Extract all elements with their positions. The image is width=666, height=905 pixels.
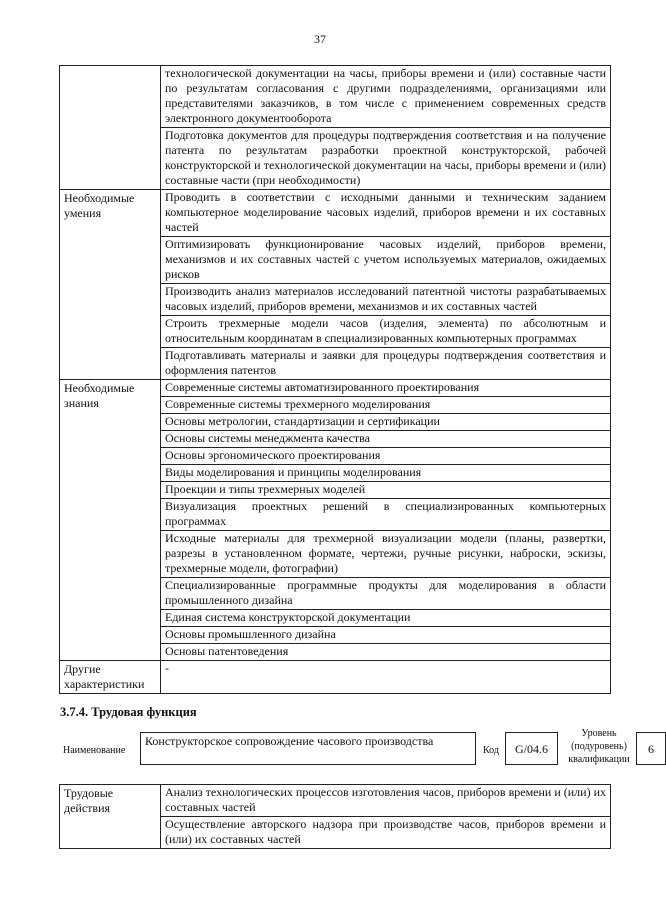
name-value: Конструкторское сопровождение часового производства bbox=[140, 732, 476, 765]
other-label: Другие характеристики bbox=[60, 661, 161, 694]
table-cell: Единая система конструкторской документации bbox=[161, 610, 611, 627]
other-value: - bbox=[161, 661, 611, 694]
table-cell: Подготовка документов для процедуры подтверждения соответствия и на получение патента по результатам разработки проектной конструкторской, рабочей конструкторской и технологической документации на часы, приборы времени и (или) составные части (при необходимости) bbox=[161, 128, 611, 190]
level-value: 6 bbox=[636, 732, 666, 765]
table-row bbox=[60, 661, 611, 694]
knowledge-label: Необходимые знания bbox=[60, 380, 161, 661]
name-label: Наименование bbox=[63, 745, 126, 756]
table-row bbox=[60, 190, 611, 237]
level-label: Уровень (подуровень) квалификации bbox=[568, 728, 630, 765]
table-row bbox=[60, 66, 611, 128]
section-heading: 3.7.4. Трудовая функция bbox=[60, 705, 197, 719]
table-cell: технологической документации на часы, приборы времени и (или) составные части по результатам согласования с другими подразделениями, организациями или представителями заказчиков, в том числе с применением современных средств электронного документооборота bbox=[161, 66, 611, 128]
table-cell: Основы эргономического проектирования bbox=[161, 448, 611, 465]
continued-label-cell bbox=[60, 66, 161, 190]
table-cell: Специализированные программные продукты для моделирования в области промышленного дизайна bbox=[161, 578, 611, 610]
table-cell: Визуализация проектных решений в специализированных компьютерных программах bbox=[161, 499, 611, 531]
table-cell: Основы метрологии, стандартизации и сертификации bbox=[161, 414, 611, 431]
function-info-row bbox=[59, 728, 654, 770]
labor-actions-label: Трудовые действия bbox=[60, 785, 161, 849]
table-cell: Производить анализ материалов исследований патентной чистоты разрабатываемых часовых изделий, приборов времени, механизмов и их составных частей bbox=[161, 284, 611, 316]
labor-actions-table bbox=[59, 784, 611, 849]
table-cell: Основы патентоведения bbox=[161, 644, 611, 661]
table-cell: Осуществление авторского надзора при производстве часов, приборов времени и (или) их составных частей bbox=[161, 817, 611, 849]
table-cell: Оптимизировать функционирование часовых изделий, приборов времени, механизмов и их составных частей с учетом используемых материалов, ожидаемых рисков bbox=[161, 237, 611, 284]
table-cell: Основы промышленного дизайна bbox=[161, 627, 611, 644]
table-cell: Подготавливать материалы и заявки для процедуры подтверждения соответствия и оформления патентов bbox=[161, 348, 611, 380]
table-cell: Проекции и типы трехмерных моделей bbox=[161, 482, 611, 499]
skills-label: Необходимые умения bbox=[60, 190, 161, 380]
table-row bbox=[60, 785, 611, 817]
table-cell: Строить трехмерные модели часов (изделия, элемента) по абсолютным и относительным координатам в специализированных компьютерных программах bbox=[161, 316, 611, 348]
table-row bbox=[60, 380, 611, 397]
requirements-table bbox=[59, 65, 611, 694]
table-cell: Проводить в соответствии с исходными данными и техническим заданием компьютерное моделирование часовых изделий, приборов времени и их составных частей bbox=[161, 190, 611, 237]
table-cell: Современные системы трехмерного моделирования bbox=[161, 397, 611, 414]
table-cell: Современные системы автоматизированного проектирования bbox=[161, 380, 611, 397]
table-cell: Анализ технологических процессов изготовления часов, приборов времени и (или) их составных частей bbox=[161, 785, 611, 817]
table-cell: Виды моделирования и принципы моделирования bbox=[161, 465, 611, 482]
table-cell: Исходные материалы для трехмерной визуализации модели (планы, развертки, разрезы в установленном формате, чертежи, ручные рисунки, наброски, эскизы, трехмерные модели, фотографии) bbox=[161, 531, 611, 578]
page-number: 37 bbox=[314, 32, 326, 46]
code-label: Код bbox=[483, 745, 499, 756]
code-value: G/04.6 bbox=[505, 732, 558, 765]
table-cell: Основы системы менеджмента качества bbox=[161, 431, 611, 448]
